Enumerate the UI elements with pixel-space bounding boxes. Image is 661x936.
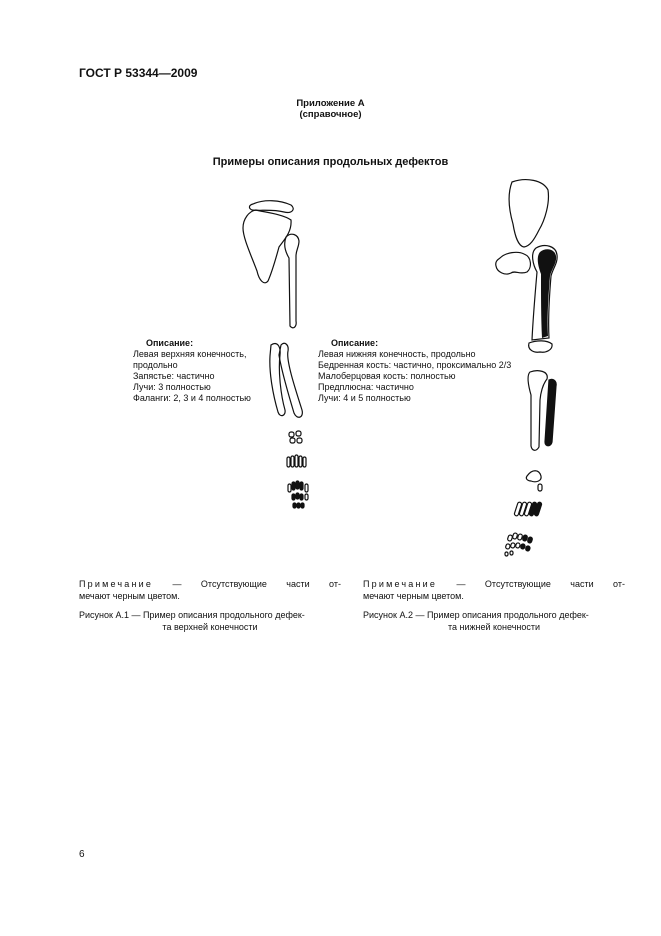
humerus: [285, 234, 299, 328]
metacarpal-bones: [287, 455, 306, 467]
caption-line: Рисунок А.2 — Пример описания продольного дефек-: [363, 610, 589, 620]
caption-line: та верхней конечности: [162, 622, 258, 632]
lower-limb-description: [318, 338, 511, 404]
upper-description-line: Фаланги: 2, 3 и 4 полностью: [133, 393, 251, 403]
lower-limb-note: [363, 578, 625, 602]
ulna: [279, 343, 302, 417]
upper-limb-missing-parts: [292, 481, 304, 508]
tarsal-bone: [538, 484, 542, 491]
lower-description-heading: Описание:: [331, 338, 379, 348]
scapula: [243, 210, 291, 283]
note-text: — Отсутствующие части от-: [172, 579, 341, 589]
annex-title: Приложение А: [296, 98, 365, 109]
annex-subtitle: (справочное): [299, 109, 362, 120]
ischium: [496, 252, 531, 274]
lower-description-line: Лучи: 4 и 5 полностью: [318, 393, 411, 403]
radius: [270, 344, 285, 416]
ilium: [509, 180, 548, 247]
upper-limb-description: [133, 338, 251, 404]
upper-description-line: продольно: [133, 360, 178, 370]
upper-description-line: Левая верхняя конечность,: [133, 349, 247, 359]
clavicle: [249, 201, 293, 213]
upper-description-line: Лучи: 3 полностью: [133, 382, 211, 392]
lower-description-line: Бедренная кость: частично, проксимально 2/3: [318, 360, 512, 370]
note-second-line: мечают черным цветом.: [363, 591, 464, 601]
lower-description-line: Малоберцовая кость: полностью: [318, 371, 456, 381]
note-label: Примечание: [363, 579, 438, 589]
toe-phalanges: [505, 533, 533, 556]
caption-line: Рисунок А.1 — Пример описания продольного дефек-: [79, 610, 305, 620]
document-code: ГОСТ Р 53344—2009: [79, 66, 198, 80]
note-label: Примечание: [79, 579, 154, 589]
page-number: 6: [79, 849, 85, 860]
carpal-bones: [289, 431, 302, 443]
lower-description-line: Левая нижняя конечность, продольно: [318, 349, 476, 359]
upper-description-line: Запястье: частично: [133, 371, 215, 381]
calcaneus: [526, 471, 541, 482]
figure-a2-caption: [363, 609, 625, 633]
lower-description-line: Предплюсна: частично: [318, 382, 414, 392]
tibia: [528, 371, 547, 451]
femur-missing: [538, 249, 556, 338]
note-text: — Отсутствующие части от-: [456, 579, 625, 589]
upper-limb-note: [79, 578, 341, 602]
note-second-line: мечают черным цветом.: [79, 591, 180, 601]
caption-line: та нижней конечности: [447, 622, 541, 632]
note-first-line: [363, 578, 625, 590]
section-title: Примеры описания продольных дефектов: [212, 156, 449, 168]
note-first-line: [79, 578, 341, 590]
patella: [529, 341, 552, 352]
upper-description-heading: Описание:: [146, 338, 194, 348]
figure-a1-caption: [79, 609, 341, 633]
upper-limb-figure: [243, 201, 308, 508]
